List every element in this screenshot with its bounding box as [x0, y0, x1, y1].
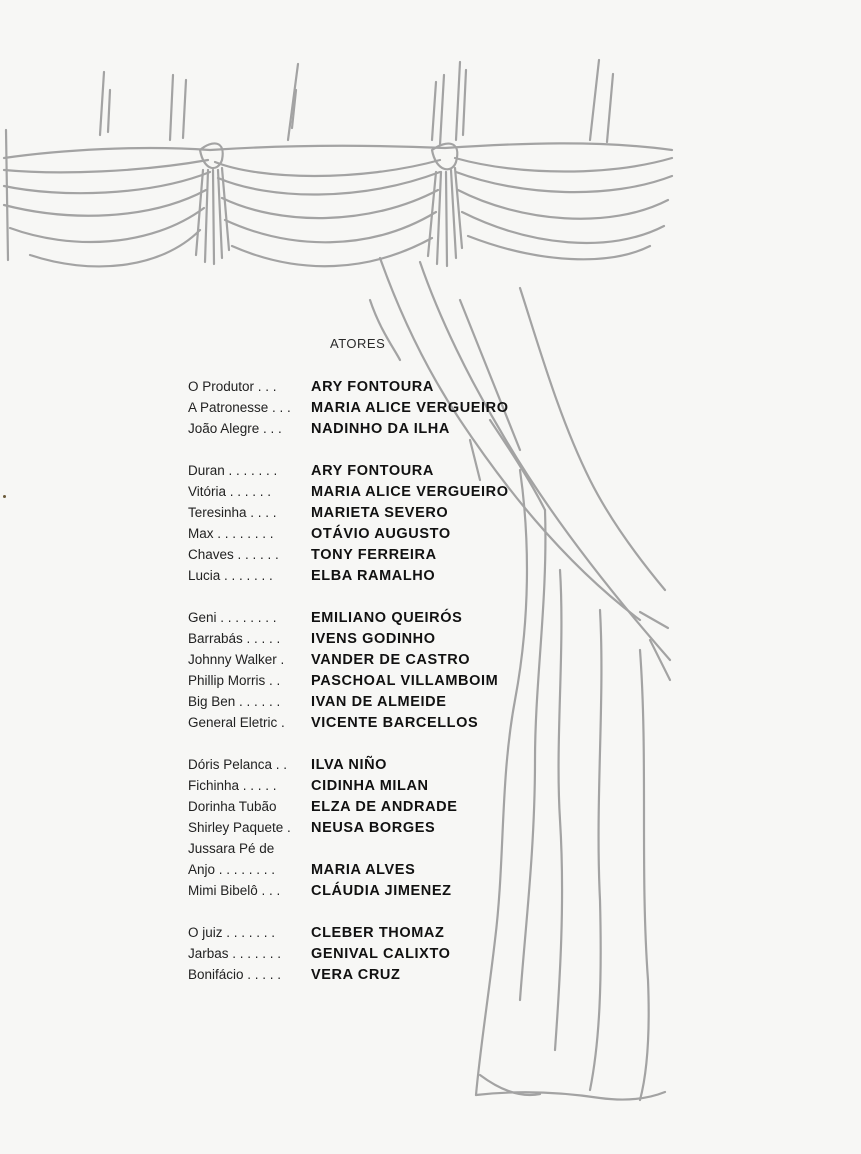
actor-name: MARIETA SEVERO [311, 505, 449, 521]
cast-group [188, 376, 608, 439]
cast-row [188, 376, 608, 397]
actor-name: EMILIANO QUEIRÓS [311, 610, 463, 626]
actor-name: ILVA NIÑO [311, 757, 388, 773]
role-name: Jarbas . . . . . . . [188, 946, 282, 961]
actor-name: NEUSA BORGES [311, 820, 436, 836]
role-name: O juiz . . . . . . . [188, 925, 276, 940]
actor-name: VERA CRUZ [311, 967, 401, 983]
actor-name: MARIA ALVES [311, 862, 416, 878]
cast-row [188, 418, 608, 439]
actor-name: ELBA RAMALHO [311, 568, 436, 584]
cast-row [188, 817, 608, 838]
role-name: Big Ben . . . . . . [188, 694, 281, 709]
role-name: Shirley Paquete . [188, 820, 291, 835]
cast-row [188, 544, 608, 565]
actor-name: CLÁUDIA JIMENEZ [311, 883, 452, 899]
role-name: Vitória . . . . . . [188, 484, 272, 499]
role-name: Jussara Pé de [188, 841, 275, 856]
cast-row [188, 754, 608, 775]
cast-group [188, 922, 608, 985]
cast-row [188, 460, 608, 481]
cast-row [188, 649, 608, 670]
role-name: General Eletric . [188, 715, 285, 730]
cast-row [188, 565, 608, 586]
section-heading: ATORES [330, 336, 386, 351]
actor-name: ELZA DE ANDRADE [311, 799, 458, 815]
cast-row [188, 964, 608, 985]
role-name: Lucia . . . . . . . [188, 568, 273, 583]
cast-row [188, 859, 608, 880]
cast-row [188, 775, 608, 796]
role-name: Geni . . . . . . . . [188, 610, 277, 625]
actor-name: MARIA ALICE VERGUEIRO [311, 400, 509, 416]
cast-group [188, 607, 608, 733]
role-name: Fichinha . . . . . [188, 778, 277, 793]
role-name: Dorinha Tubão [188, 799, 277, 814]
role-name: Chaves . . . . . . [188, 547, 279, 562]
cast-row [188, 838, 608, 859]
role-name: Phillip Morris . . [188, 673, 281, 688]
cast-row [188, 502, 608, 523]
cast-row [188, 712, 608, 733]
actor-name: NADINHO DA ILHA [311, 421, 450, 437]
cast-row [188, 691, 608, 712]
actor-name: IVENS GODINHO [311, 631, 436, 647]
role-name: Johnny Walker . [188, 652, 285, 667]
actor-name: VANDER DE CASTRO [311, 652, 471, 668]
role-name: Duran . . . . . . . [188, 463, 278, 478]
actor-name: GENIVAL CALIXTO [311, 946, 451, 962]
actor-name: IVAN DE ALMEIDE [311, 694, 447, 710]
role-name: Max . . . . . . . . [188, 526, 274, 541]
actor-name: ARY FONTOURA [311, 463, 434, 479]
actor-name: VICENTE BARCELLOS [311, 715, 479, 731]
actor-name: PASCHOAL VILLAMBOIM [311, 673, 499, 689]
role-name: Bonifácio . . . . . [188, 967, 282, 982]
cast-list [188, 376, 608, 1006]
cast-row [188, 481, 608, 502]
cast-row [188, 796, 608, 817]
cast-row [188, 397, 608, 418]
actor-name: CLEBER THOMAZ [311, 925, 445, 941]
actor-name: TONY FERREIRA [311, 547, 437, 563]
cast-row [188, 628, 608, 649]
actor-name: OTÁVIO AUGUSTO [311, 526, 451, 542]
role-name: Teresinha . . . . [188, 505, 277, 520]
actor-name: ARY FONTOURA [311, 379, 434, 395]
role-name: Dóris Pelanca . . [188, 757, 288, 772]
role-name: Anjo . . . . . . . . [188, 862, 276, 877]
cast-group [188, 754, 608, 901]
role-name: Mimi Bibelô . . . [188, 883, 281, 898]
cast-group [188, 460, 608, 586]
cast-row [188, 922, 608, 943]
role-name: Barrabás . . . . . [188, 631, 281, 646]
actor-name: CIDINHA MILAN [311, 778, 429, 794]
cast-row [188, 523, 608, 544]
role-name: A Patronesse . . . [188, 400, 291, 415]
role-name: João Alegre . . . [188, 421, 282, 436]
role-name: O Produtor . . . [188, 379, 277, 394]
cast-row [188, 880, 608, 901]
page-mark [3, 495, 6, 498]
actor-name: MARIA ALICE VERGUEIRO [311, 484, 509, 500]
cast-row [188, 670, 608, 691]
cast-row [188, 607, 608, 628]
cast-row [188, 943, 608, 964]
